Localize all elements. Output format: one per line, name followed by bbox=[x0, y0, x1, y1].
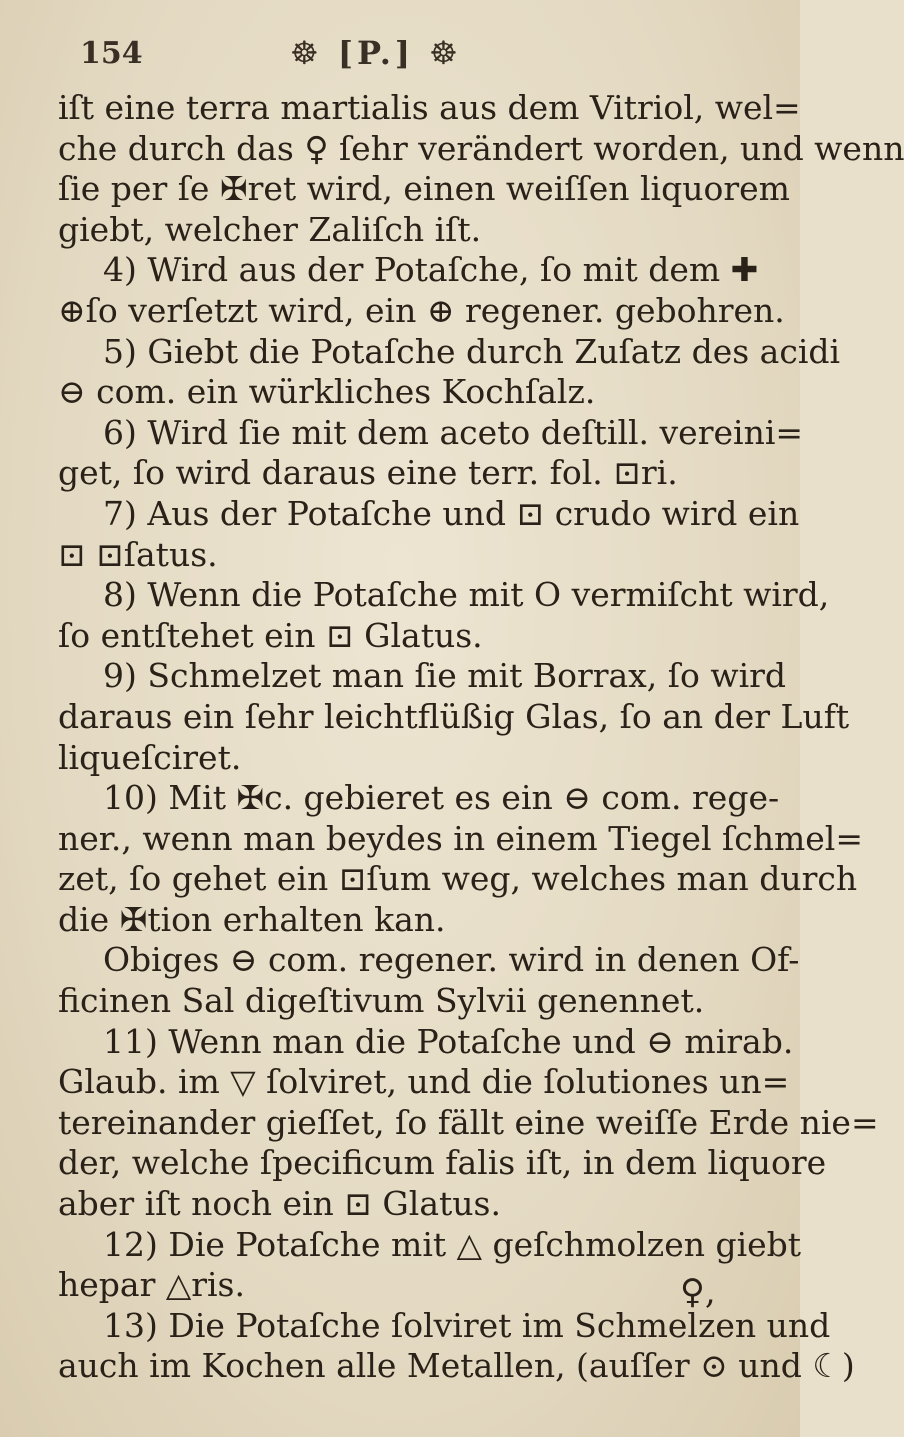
text-line: 8) Wenn die Potaſche mit O vermiſcht wird, bbox=[103, 575, 830, 615]
text-line: auch im Kochen alle Metallen, (auſſer ⊙ und ☾) bbox=[58, 1346, 855, 1386]
text-line: che durch das ♀ ſehr verändert worden, und wenn bbox=[58, 128, 904, 168]
text-line: ſie per ſe ✠ret wird, einen weiſſen liquorem bbox=[58, 169, 790, 209]
text-line: Glaub. im ▽ ſolviret, und die ſolutiones un= bbox=[58, 1062, 790, 1102]
text-line: zet, ſo gehet ein ⊡ſum weg, welches man durch bbox=[58, 859, 858, 899]
text-line: ⊕ſo verſetzt wird, ein ⊕ regener. gebohren. bbox=[58, 290, 785, 330]
text-line: liqueſciret. bbox=[58, 737, 242, 777]
text-line: ficinen Sal digeſtivum Sylvii genennet. bbox=[58, 981, 705, 1021]
text-line: daraus ein ſehr leichtflüßig Glas, ſo an der Luft bbox=[58, 696, 850, 736]
text-line: ner., wenn man beydes in einem Tiegel ſchmel= bbox=[58, 818, 863, 858]
text-line: hepar △ris. bbox=[58, 1265, 245, 1305]
text-line: iſt eine terra martialis aus dem Vitriol, wel= bbox=[58, 88, 801, 127]
text-line: die ✠tion erhalten kan. bbox=[58, 899, 446, 939]
text-line: 6) Wird ſie mit dem aceto deſtill. vereini= bbox=[103, 412, 804, 452]
page-header bbox=[80, 30, 720, 70]
text-line: get, ſo wird daraus eine terr. fol. ⊡ri. bbox=[58, 453, 678, 493]
text-line: 4) Wird aus der Potaſche, ſo mit dem ✚ bbox=[103, 250, 759, 290]
text-line: 12) Die Potaſche mit △ geſchmolzen giebt bbox=[103, 1224, 802, 1264]
text-line: tereinander gieſſet, ſo fällt eine weiſſe Erde nie= bbox=[58, 1102, 879, 1142]
text-line: 7) Aus der Potaſche und ⊡ crudo wird ein bbox=[103, 493, 800, 533]
text-line: 11) Wenn man die Potaſche und ⊖ mirab. bbox=[103, 1021, 794, 1061]
page-number: 154 bbox=[80, 36, 143, 71]
text-line: ⊡ ⊡ſatus. bbox=[58, 534, 218, 574]
text-line: Obiges ⊖ com. regener. wird in denen Of- bbox=[103, 940, 800, 980]
body-text bbox=[58, 88, 904, 1387]
text-line: 13) Die Potaſche ſolviret im Schmelzen und bbox=[103, 1305, 831, 1345]
text-line: giebt, welcher Zaliſch iſt. bbox=[58, 209, 482, 249]
signature-mark: ☸ [P.] ☸ bbox=[290, 34, 462, 72]
text-line: 9) Schmelzet man ſie mit Borrax, ſo wird bbox=[103, 656, 787, 696]
text-line: der, welche ſpecificum falis iſt, in dem liquore bbox=[58, 1143, 827, 1183]
text-line: ſo entſtehet ein ⊡ Glatus. bbox=[58, 615, 483, 655]
text-line: aber iſt noch ein ⊡ Glatus. bbox=[58, 1184, 501, 1224]
text-line: ⊖ com. ein würkliches Kochſalz. bbox=[58, 372, 596, 412]
text-line: 5) Giebt die Potaſche durch Zuſatz des acidi bbox=[103, 331, 841, 371]
text-line: 10) Mit ✠c. gebieret es ein ⊖ com. rege- bbox=[103, 778, 780, 818]
catchword: ♀, bbox=[680, 1272, 716, 1312]
